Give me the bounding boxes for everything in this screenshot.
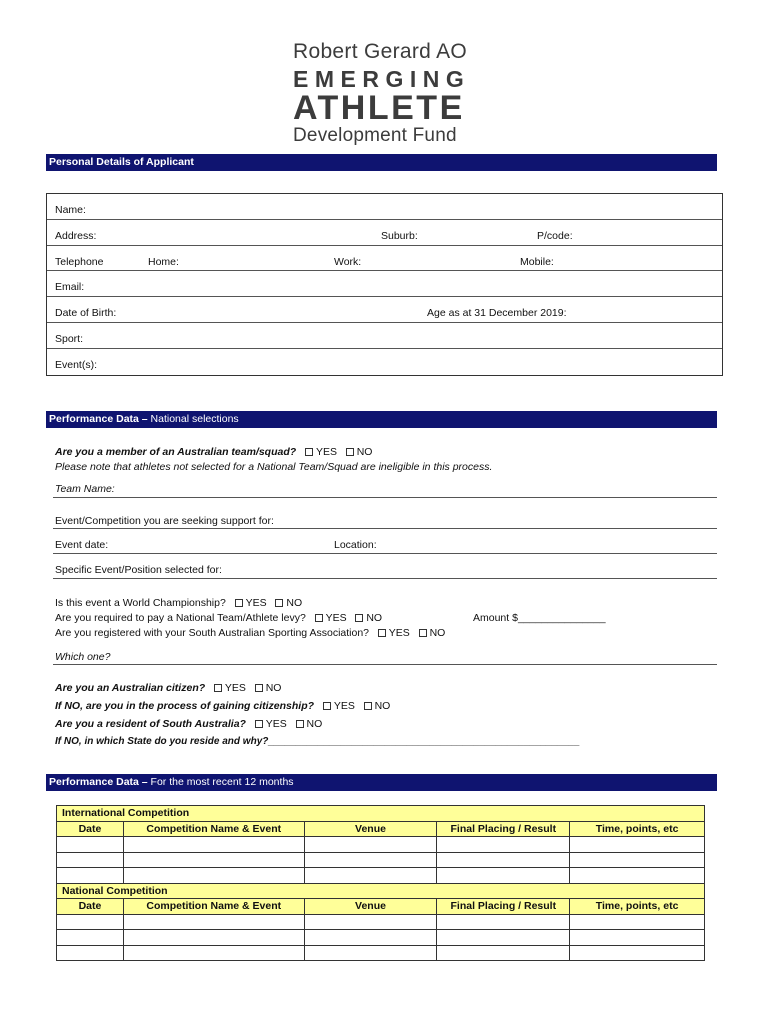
world-yes-label: YES	[245, 597, 267, 609]
national-header-row	[57, 899, 705, 915]
table-cell[interactable]	[123, 914, 304, 930]
section-personal-title: Personal Details of Applicant	[49, 156, 194, 168]
registered-yes-checkbox[interactable]	[378, 629, 386, 637]
registered-question-label: Are you registered with your South Australian Sporting Association?	[55, 627, 370, 639]
age-label: Age as at 31 December 2019:	[427, 307, 567, 320]
which-one-line[interactable]	[53, 664, 717, 665]
table-cell[interactable]	[570, 945, 705, 961]
logo-line-4: Development Fund	[293, 125, 457, 146]
events-row[interactable]	[47, 349, 722, 375]
col-time: Time, points, etc	[570, 821, 705, 837]
sport-label: Sport:	[55, 332, 84, 345]
table-cell[interactable]	[123, 930, 304, 946]
world-no-label: NO	[286, 597, 303, 609]
table-cell[interactable]	[570, 914, 705, 930]
name-row[interactable]	[47, 194, 722, 220]
specific-event-label: Specific Event/Position selected for:	[55, 564, 222, 576]
registered-yes-label: YES	[388, 627, 410, 639]
citizen-question	[55, 682, 281, 694]
process-no-checkbox[interactable]	[364, 702, 372, 710]
home-phone-label: Home:	[148, 255, 179, 268]
resident-no-checkbox[interactable]	[296, 720, 304, 728]
col-venue: Venue	[304, 899, 437, 915]
which-one-label: Which one?	[55, 651, 111, 663]
resident-question-label: Are you a resident of South Australia?	[55, 718, 246, 730]
process-question-label: If NO, are you in the process of gaining citizenship?	[55, 700, 315, 712]
logo-line-2: EMERGING	[293, 66, 471, 92]
world-championship-question	[55, 597, 302, 609]
table-cell[interactable]	[570, 868, 705, 884]
competition-table	[56, 805, 705, 961]
telephone-label: Telephone	[55, 255, 104, 268]
specific-event-line[interactable]	[53, 578, 717, 579]
table-cell[interactable]	[57, 852, 124, 868]
levy-question	[55, 612, 382, 624]
citizen-no-checkbox[interactable]	[255, 684, 263, 692]
email-row[interactable]	[47, 271, 722, 297]
member-yes-label: YES	[315, 446, 337, 458]
process-yes-checkbox[interactable]	[323, 702, 331, 710]
event-date-line[interactable]	[53, 553, 717, 554]
suburb-label: Suburb:	[381, 229, 418, 242]
citizen-yes-checkbox[interactable]	[214, 684, 222, 692]
levy-yes-label: YES	[325, 612, 347, 624]
personal-details-box	[46, 193, 723, 376]
name-label: Name:	[55, 204, 86, 216]
world-no-checkbox[interactable]	[275, 599, 283, 607]
table-cell[interactable]	[304, 914, 437, 930]
logo-line-1: Robert Gerard AO	[293, 40, 468, 63]
table-cell[interactable]	[304, 945, 437, 961]
resident-question	[55, 718, 322, 730]
table-cell[interactable]	[57, 914, 124, 930]
event-date-label: Event date:	[55, 539, 109, 551]
table-row	[57, 837, 705, 853]
location-label: Location:	[334, 539, 377, 551]
table-row	[57, 852, 705, 868]
team-name-line[interactable]	[53, 497, 717, 498]
table-cell[interactable]	[57, 945, 124, 961]
address-row[interactable]	[47, 220, 722, 246]
international-group-row	[57, 806, 705, 822]
international-group-label: International Competition	[57, 806, 705, 822]
section-recent-subtitle: For the most recent 12 months	[150, 776, 294, 788]
email-label: Email:	[55, 281, 85, 294]
table-row	[57, 914, 705, 930]
national-group-row	[57, 883, 705, 899]
event-competition-line[interactable]	[53, 528, 717, 529]
table-cell[interactable]	[304, 868, 437, 884]
section-national-title: Performance Data –	[49, 413, 151, 425]
table-row	[57, 945, 705, 961]
logo-line-3: ATHLETE	[293, 89, 465, 127]
work-phone-label: Work:	[334, 255, 362, 268]
col-placing: Final Placing / Result	[437, 899, 570, 915]
table-cell[interactable]	[437, 852, 570, 868]
address-label: Address:	[55, 229, 97, 242]
registered-question	[55, 627, 445, 639]
member-question	[55, 446, 372, 458]
resident-yes-label: YES	[265, 718, 287, 730]
team-name-label: Team Name:	[55, 483, 115, 495]
citizen-no-label: NO	[265, 682, 282, 694]
col-placing: Final Placing / Result	[437, 821, 570, 837]
table-cell[interactable]	[123, 945, 304, 961]
table-cell[interactable]	[437, 930, 570, 946]
col-competition: Competition Name & Event	[123, 821, 304, 837]
table-cell[interactable]	[123, 852, 304, 868]
table-cell[interactable]	[57, 868, 124, 884]
member-question-label: Are you a member of an Australian team/squad?	[55, 446, 297, 458]
state-reside-question[interactable]: If NO, in which State do you reside and why?________________________________________________________	[55, 736, 580, 747]
telephone-row[interactable]	[47, 246, 722, 272]
mobile-phone-label: Mobile:	[520, 255, 554, 268]
levy-yes-checkbox[interactable]	[315, 614, 323, 622]
dob-row[interactable]	[47, 297, 722, 323]
col-venue: Venue	[304, 821, 437, 837]
international-header-row	[57, 821, 705, 837]
table-cell[interactable]	[123, 868, 304, 884]
section-recent-performance	[46, 774, 717, 791]
levy-amount-field[interactable]: Amount $_______________	[473, 612, 606, 624]
event-competition-label: Event/Competition you are seeking support for:	[55, 515, 274, 527]
table-cell[interactable]	[304, 930, 437, 946]
table-cell[interactable]	[304, 852, 437, 868]
levy-no-checkbox[interactable]	[355, 614, 363, 622]
section-personal-details	[46, 154, 717, 171]
table-cell[interactable]	[437, 945, 570, 961]
process-yes-label: YES	[333, 700, 355, 712]
table-cell[interactable]	[570, 930, 705, 946]
member-no-label: NO	[356, 446, 373, 458]
dob-label: Date of Birth:	[55, 307, 117, 320]
citizen-question-label: Are you an Australian citizen?	[55, 682, 206, 694]
member-yes-checkbox[interactable]	[305, 448, 313, 456]
col-time: Time, points, etc	[570, 899, 705, 915]
events-label: Event(s):	[55, 358, 98, 371]
section-national-subtitle: National selections	[150, 413, 239, 425]
resident-yes-checkbox[interactable]	[255, 720, 263, 728]
table-cell[interactable]	[437, 914, 570, 930]
table-cell[interactable]	[57, 930, 124, 946]
levy-question-label: Are you required to pay a National Team/Athlete levy?	[55, 612, 306, 624]
citizenship-process-question	[55, 700, 390, 712]
registered-no-label: NO	[429, 627, 446, 639]
world-question-label: Is this event a World Championship?	[55, 597, 226, 609]
table-row	[57, 868, 705, 884]
section-recent-title: Performance Data –	[49, 776, 151, 788]
fund-logo	[293, 40, 483, 148]
pcode-label: P/code:	[537, 229, 573, 242]
col-date: Date	[57, 899, 124, 915]
table-cell[interactable]	[570, 837, 705, 853]
resident-no-label: NO	[306, 718, 323, 730]
table-cell[interactable]	[437, 837, 570, 853]
world-yes-checkbox[interactable]	[235, 599, 243, 607]
registered-no-checkbox[interactable]	[419, 629, 427, 637]
table-cell[interactable]	[570, 852, 705, 868]
member-no-checkbox[interactable]	[346, 448, 354, 456]
eligibility-note: Please note that athletes not selected for a National Team/Squad are ineligible in this process.	[55, 461, 493, 473]
col-date: Date	[57, 821, 124, 837]
process-no-label: NO	[374, 700, 391, 712]
col-competition: Competition Name & Event	[123, 899, 304, 915]
sport-row[interactable]	[47, 323, 722, 349]
table-cell[interactable]	[304, 837, 437, 853]
national-group-label: National Competition	[57, 883, 705, 899]
citizen-yes-label: YES	[224, 682, 246, 694]
levy-no-label: NO	[366, 612, 383, 624]
table-cell[interactable]	[123, 837, 304, 853]
section-national-selections	[46, 411, 717, 428]
table-row	[57, 930, 705, 946]
table-cell[interactable]	[437, 868, 570, 884]
table-cell[interactable]	[57, 837, 124, 853]
